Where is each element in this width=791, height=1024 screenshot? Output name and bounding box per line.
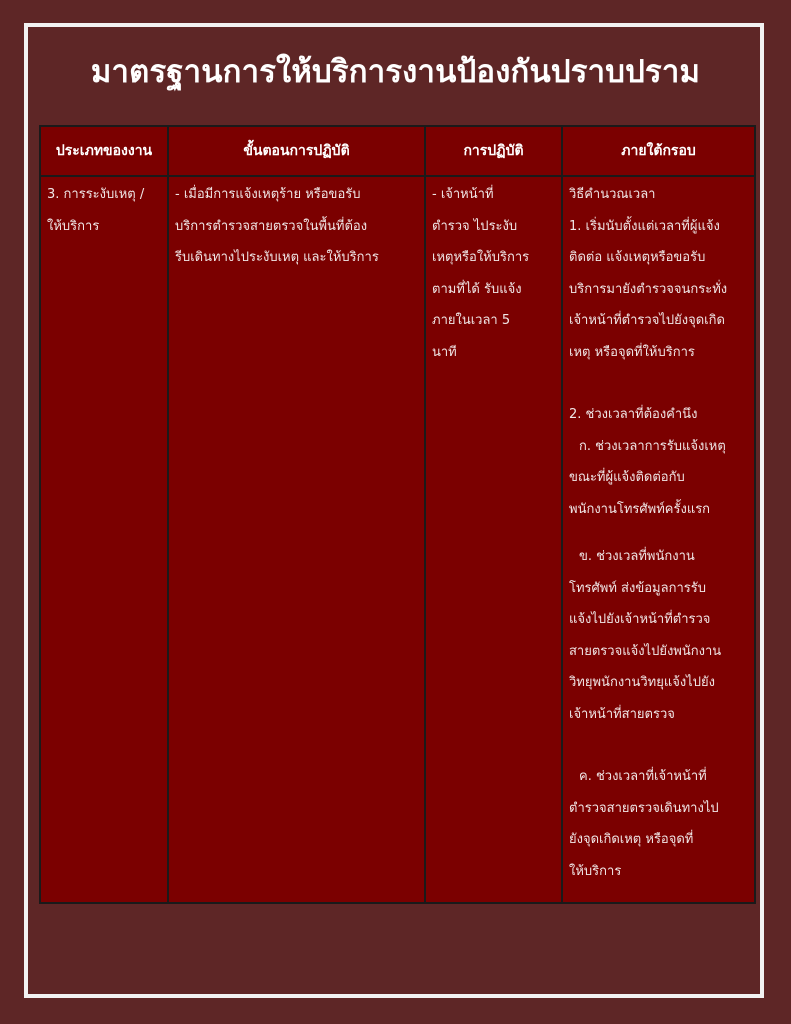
procedure-line: รีบเดินทางไประงับเหตุ และให้บริการ — [175, 250, 379, 265]
cell-framework — [562, 176, 755, 903]
header-action: การปฏิบัติ — [425, 126, 562, 176]
action-line: - เจ้าหน้าที่ — [432, 187, 494, 202]
procedure-line: - เมื่อมีการแจ้งเหตุร้าย หรือขอรับ — [175, 187, 361, 202]
header-framework: ภายใต้กรอบ — [562, 126, 755, 176]
framework-line: ติดต่อ แจ้งเหตุหรือขอรับ — [569, 250, 706, 265]
table-header-row — [40, 126, 755, 176]
framework-line: บริการมายังตำรวจจนกระทั่ง — [569, 281, 728, 297]
framework-line: เจ้าหน้าที่ตำรวจไปยังจุดเกิด — [569, 313, 725, 328]
cell-procedure — [168, 176, 425, 903]
header-procedure: ขั้นตอนการปฏิบัติ — [168, 126, 425, 176]
framework-line: เจ้าหน้าที่สายตรวจ — [569, 706, 675, 722]
framework-line: ตำรวจสายตรวจเดินทางไป — [569, 800, 719, 816]
framework-line: เหตุ หรือจุดที่ให้บริการ — [569, 344, 695, 360]
framework-line: ยังจุดเกิดเหตุ หรือจุดที่ — [569, 832, 694, 847]
cell-work-type — [40, 176, 168, 903]
framework-line: ให้บริการ — [569, 863, 622, 879]
framework-line: 1. เริ่มนับตั้งแต่เวลาที่ผู้แจ้ง — [569, 218, 720, 234]
action-line: ตามที่ได้ รับแจ้ง — [432, 281, 522, 297]
table-row — [40, 176, 755, 903]
framework-sub-c — [569, 761, 748, 887]
framework-line: ค. ช่วงเวลาที่เจ้าหน้าที่ — [579, 769, 707, 784]
framework-heading: วิธีคำนวณเวลา — [569, 187, 656, 202]
page-title: มาตรฐานการให้บริการงานป้องกันปราบปราม — [90, 54, 701, 90]
framework-sub-b — [569, 541, 748, 730]
procedure-line: บริการตำรวจสายตรวจในพื้นที่ต้อง — [175, 218, 368, 234]
header-work-type: ประเภทของงาน — [40, 126, 168, 176]
work-type-line: ให้บริการ — [47, 218, 100, 234]
framework-line: แจ้งไปยังเจ้าหน้าที่ตำรวจ — [569, 612, 711, 627]
action-line: นาที — [432, 344, 457, 360]
framework-line: 2. ช่วงเวลาที่ต้องคำนึง — [569, 407, 698, 422]
work-type-line: 3. การระงับเหตุ / — [47, 187, 145, 202]
framework-item-2 — [569, 399, 748, 525]
framework-line: สายตรวจแจ้งไปยังพนักงาน — [569, 643, 722, 659]
framework-line: ขณะที่ผู้แจ้งติดต่อกับ — [569, 470, 685, 485]
service-standard-table — [39, 125, 756, 904]
framework-line: ข. ช่วงเวลที่พนักงาน — [579, 549, 695, 564]
framework-line: วิทยุพนักงานวิทยุแจ้งไปยัง — [569, 675, 715, 690]
framework-line: ก. ช่วงเวลาการรับแจ้งเหตุ — [579, 438, 726, 454]
action-line: เหตุหรือให้บริการ — [432, 250, 530, 265]
action-line: ตำรวจ ไประงับ — [432, 218, 518, 234]
cell-action — [425, 176, 562, 903]
framework-item-1 — [569, 211, 748, 369]
framework-line: โทรศัพท์ ส่งข้อมูลการรับ — [569, 580, 706, 596]
action-line: ภายในเวลา 5 — [432, 313, 511, 328]
framework-line: พนักงานโทรศัพท์ครั้งแรก — [569, 501, 711, 517]
